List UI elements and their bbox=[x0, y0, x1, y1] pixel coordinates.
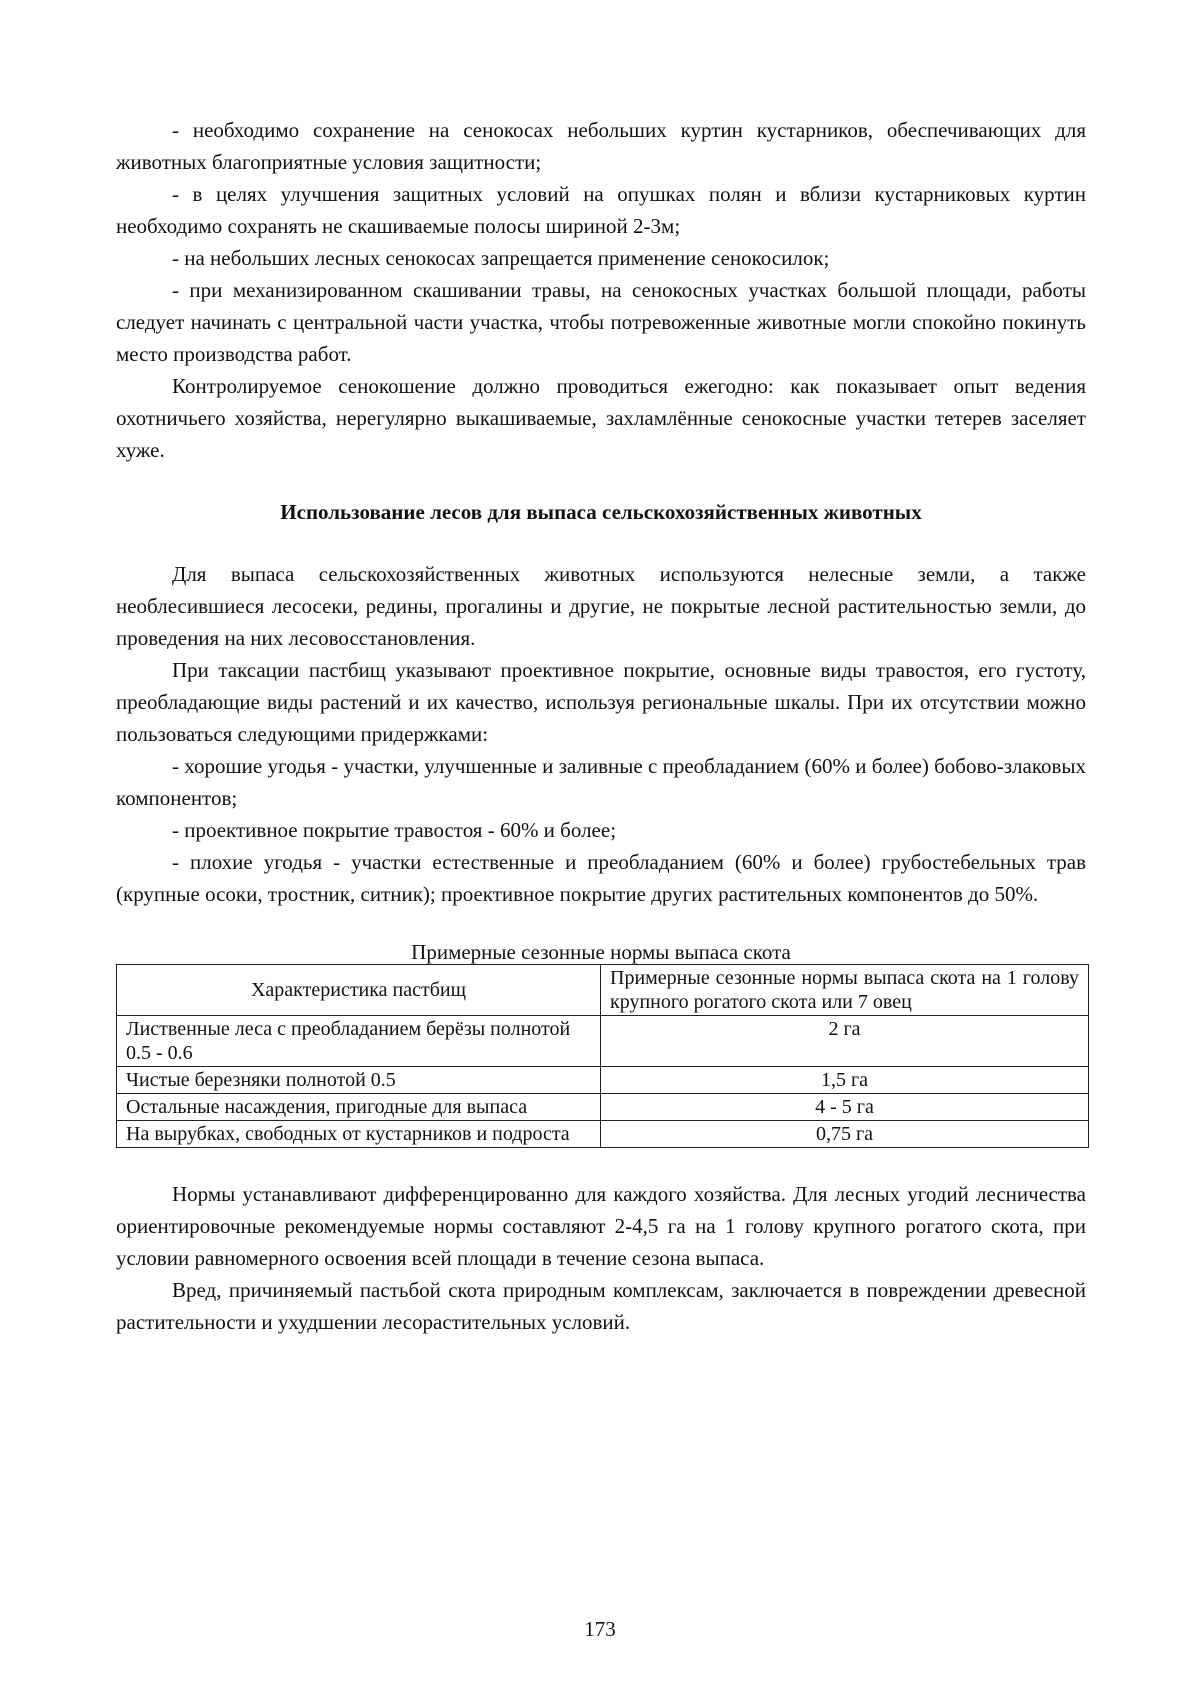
table-cell-pasture: Чистые березняки полнотой 0.5 bbox=[117, 1067, 601, 1094]
table-cell-pasture: Остальные насаждения, пригодные для выпаса bbox=[117, 1094, 601, 1121]
table-row bbox=[117, 1121, 1089, 1148]
table-cell-pasture: На вырубках, свободных от кустарников и подроста bbox=[117, 1121, 601, 1148]
table-row bbox=[117, 1016, 1089, 1067]
paragraph-poor-lands: - плохие угодья - участки естественные и преобладанием (60% и более) грубостебельных трав (крупные осоки, тростник, ситник); проективное покрытие других растительных компонентов до 50%. bbox=[116, 850, 1086, 906]
page-content bbox=[116, 114, 1086, 1338]
bottom-section bbox=[116, 1178, 1086, 1338]
paragraph-good-lands: - хорошие угодья - участки, улучшенные и заливные с преобладанием (60% и более) бобово-злаковых компонентов; bbox=[116, 754, 1086, 810]
table-caption: Примерные сезонные нормы выпаса скота bbox=[411, 940, 791, 964]
paragraph-shrub-preservation: - необходимо сохранение на сенокосах небольших куртин кустарников, обеспечивающих для животных благоприятные условия защитности; bbox=[116, 118, 1086, 174]
paragraph-mower-ban: - на небольших лесных сенокосах запрещается применение сенокосилок; bbox=[172, 246, 830, 270]
table-row bbox=[117, 1094, 1089, 1121]
table-row bbox=[117, 1067, 1089, 1094]
paragraph-grazing-lands: Для выпаса сельскохозяйственных животных используются нелесные земли, а также необлесившиеся лесосеки, редины, прогалины и другие, не покрытые лесной растительностью земли, до проведения на них лесовосстановления. bbox=[116, 562, 1086, 650]
middle-section bbox=[116, 558, 1086, 910]
table-cell-norm: 1,5 га bbox=[601, 1067, 1089, 1094]
section-heading: Использование лесов для выпаса сельскохозяйственных животных bbox=[280, 500, 922, 524]
page-number: 173 bbox=[584, 1617, 616, 1641]
paragraph-unmown-strips: - в целях улучшения защитных условий на опушках полян и вблизи кустарниковых куртин необходимо сохранять не скашиваемые полосы шириной 2-3м; bbox=[116, 182, 1086, 238]
table-cell-norm: 0,75 га bbox=[601, 1121, 1089, 1148]
table-header-norms: Примерные сезонные нормы выпаса скота на 1 голову крупного рогатого скота или 7 овец bbox=[601, 965, 1089, 1016]
paragraph-grazing-damage: Вред, причиняемый пастьбой скота природным комплексам, заключается в повреждении древесной растительности и ухудшении лесорастительных условий. bbox=[116, 1278, 1086, 1334]
paragraph-controlled-mowing: Контролируемое сенокошение должно проводиться ежегодно: как показывает опыт ведения охотничьего хозяйства, нерегулярно выкашиваемые, захламлённые сенокосные участки тетерев заселяет хуже. bbox=[116, 374, 1086, 462]
table-cell-norm: 4 - 5 га bbox=[601, 1094, 1089, 1121]
top-section bbox=[116, 114, 1086, 466]
paragraph-pasture-taxation: При таксации пастбищ указывают проективное покрытие, основные виды травостоя, его густоту, преобладающие виды растений и их качество, используя региональные шкалы. При их отсутствии можно пользоваться следующими придержками: bbox=[116, 658, 1086, 746]
table-header-row bbox=[117, 965, 1089, 1016]
table-header-pasture: Характеристика пастбищ bbox=[117, 965, 601, 1016]
paragraph-norms-differentiated: Нормы устанавливают дифференцированно для каждого хозяйства. Для лесных угодий лесничества ориентировочные рекомендуемые нормы составляют 2-4,5 га на 1 голову крупного рогатого скота, при условии равномерного освоения всей площади в течение сезона выпаса. bbox=[116, 1182, 1086, 1270]
grazing-norms-table bbox=[116, 964, 1089, 1148]
paragraph-mechanized-mowing: - при механизированном скашивании травы, на сенокосных участках большой площади, работы следует начинать с центральной части участка, чтобы потревоженные животные могли спокойно покинуть место производства работ. bbox=[116, 278, 1086, 366]
paragraph-projective-cover: - проективное покрытие травостоя - 60% и более; bbox=[172, 818, 617, 842]
table-cell-norm: 2 га bbox=[601, 1016, 1089, 1067]
table-cell-pasture: Лиственные леса с преобладанием берёзы полнотой 0.5 - 0.6 bbox=[117, 1016, 601, 1067]
